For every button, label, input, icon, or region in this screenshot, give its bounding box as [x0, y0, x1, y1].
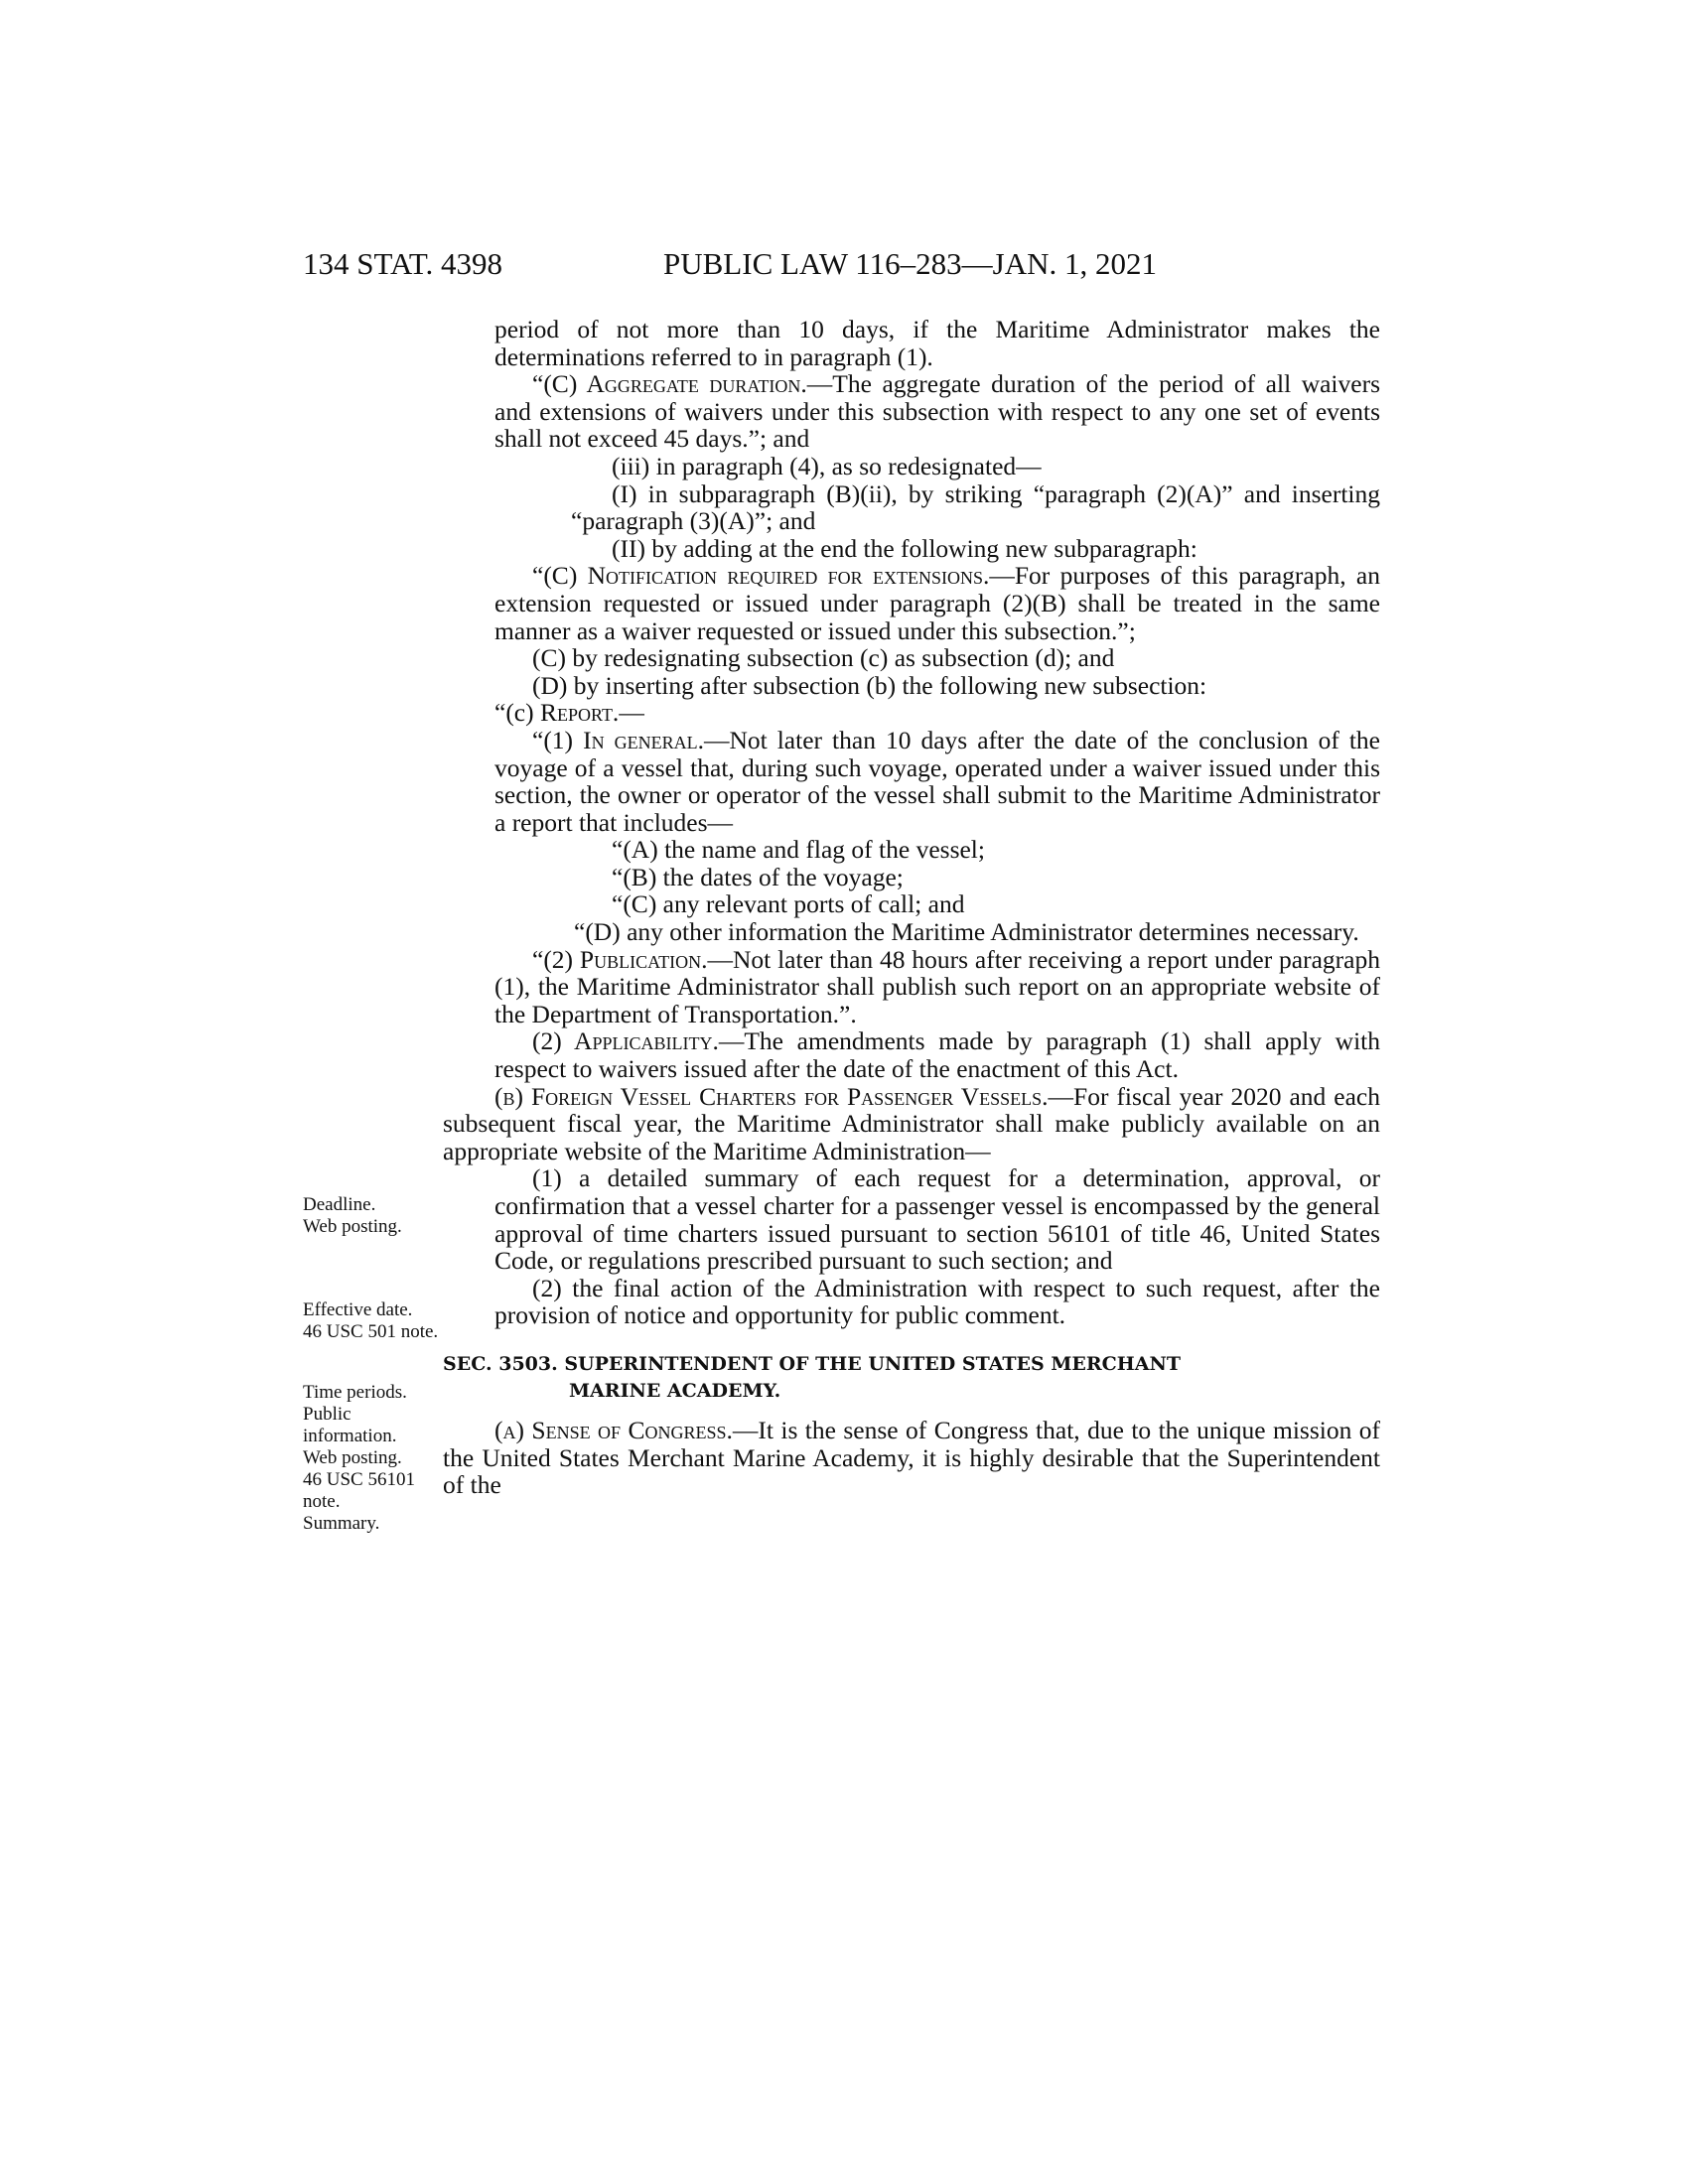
subheading: (a) Sense of Congress. — [494, 1415, 733, 1444]
margin-note-line: Effective date. — [303, 1299, 413, 1320]
paragraph: (I) in subparagraph (B)(ii), by striking “paragraph (2)(A)” and inserting “paragraph (3)(A)”; and — [571, 478, 1380, 536]
paragraph: (C) by redesignating subsection (c) as subsection (d); and — [532, 643, 1115, 673]
subheading: “(C) Notification required for extensions. — [532, 561, 990, 591]
paragraph-applicability: (2) Applicability.—The amendments made by paragraph (1) shall apply with respect to waivers issued after the date of the enactment of this Act. — [494, 1026, 1380, 1084]
margin-note-line: information. — [303, 1426, 397, 1446]
margin-note-line: Deadline. — [303, 1194, 376, 1215]
list-item: “(D) any other information the Maritime Administrator determines necessary. — [574, 917, 1359, 947]
list-item: (1) a detailed summary of each request for a determination, approval, or confirmation that a vessel charter for a passenger vessel is encompassed by the general approval of time charters issued pursuant to section 56101 of title 46, United States Code, or regulations prescribed pursuant to such section; and — [494, 1163, 1380, 1276]
margin-note-effective-date — [303, 1299, 482, 1343]
margin-note-line: 46 USC 501 note. — [303, 1321, 439, 1342]
paragraph-report: “(c) Report.— — [494, 698, 644, 728]
margin-note-line: Web posting. — [303, 1447, 402, 1468]
subheading: (2) Applicability. — [532, 1026, 719, 1056]
margin-note-line: Summary. — [303, 1513, 380, 1534]
subheading: “(C) Aggregate duration. — [532, 369, 807, 399]
statute-citation: 134 STAT. 4398 — [303, 246, 503, 281]
margin-note-deadline — [303, 1194, 482, 1238]
subheading: (b) Foreign Vessel Charters for Passenger Vessels. — [494, 1081, 1049, 1111]
margin-note-line: Public — [303, 1404, 352, 1425]
subheading: “(2) Publication. — [532, 944, 708, 974]
list-item: “(B) the dates of the voyage; — [612, 862, 904, 891]
paragraph: (iii) in paragraph (4), as so redesignated— — [612, 451, 1042, 480]
margin-note-line: Time periods. — [303, 1382, 407, 1403]
paragraph: (II) by adding at the end the following new subparagraph: — [612, 533, 1197, 563]
paragraph-foreign-vessel-charters: (b) Foreign Vessel Charters for Passenger Vessels.—For fiscal year 2020 and each subsequent fiscal year, the Maritime Administrator shall make publicly available on an appropriate website of the Maritime Administration— — [443, 1081, 1380, 1165]
list-item: “(C) any relevant ports of call; and — [612, 889, 965, 919]
subheading: Report. — [540, 698, 620, 728]
paragraph-publication: “(2) Publication.—Not later than 48 hours after receiving a report under paragraph (1), the Maritime Administrator shall publish such report on an appropriate website of the Department of Transportation.”. — [494, 944, 1380, 1028]
public-law-title: PUBLIC LAW 116–283—JAN. 1, 2021 — [663, 246, 1157, 281]
statute-body — [443, 315, 1381, 1500]
list-item: (2) the final action of the Administration with respect to such request, after the provision of notice and opportunity for public comment. — [494, 1273, 1380, 1330]
section-heading: SEC. 3503. SUPERINTENDENT OF THE UNITED STATES MERCHANT MARINE ACADEMY. — [443, 1352, 1181, 1402]
margin-note-line: Web posting. — [303, 1216, 402, 1237]
paragraph-in-general: “(1) In general.—Not later than 10 days after the date of the conclusion of the voyage of a vessel that, during such voyage, operated under a waiver issued under this section, the owner or operator of the vessel shall submit to the Maritime Administrator a report that includes— — [494, 725, 1380, 837]
paragraph: (D) by inserting after subsection (b) the following new subsection: — [532, 670, 1207, 700]
margin-note-line: note. — [303, 1491, 341, 1512]
list-item: “(A) the name and flag of the vessel; — [612, 835, 985, 865]
paragraph-notification: “(C) Notification required for extensions.—For purposes of this paragraph, an extension requested or issued under paragraph (2)(B) shall be treated in the same manner as a waiver requested or issued under this subsection.”; — [494, 561, 1381, 645]
page-header — [0, 246, 1688, 286]
paragraph-aggregate-duration: “(C) Aggregate duration.—The aggregate duration of the period of all waivers and extensions of waivers under this subsection with respect to any one set of events shall not exceed 45 days.”; and — [494, 369, 1381, 454]
margin-note-line: 46 USC 56101 — [303, 1469, 415, 1490]
paragraph: period of not more than 10 days, if the Maritime Administrator makes the determinations referred to in paragraph (1). — [494, 315, 1380, 371]
paragraph-sense-of-congress: (a) Sense of Congress.—It is the sense of Congress that, due to the unique mission of the United States Merchant Marine Academy, it is highly desirable that the Superintendent of the — [443, 1415, 1381, 1500]
subheading: “(1) In general. — [532, 725, 704, 754]
